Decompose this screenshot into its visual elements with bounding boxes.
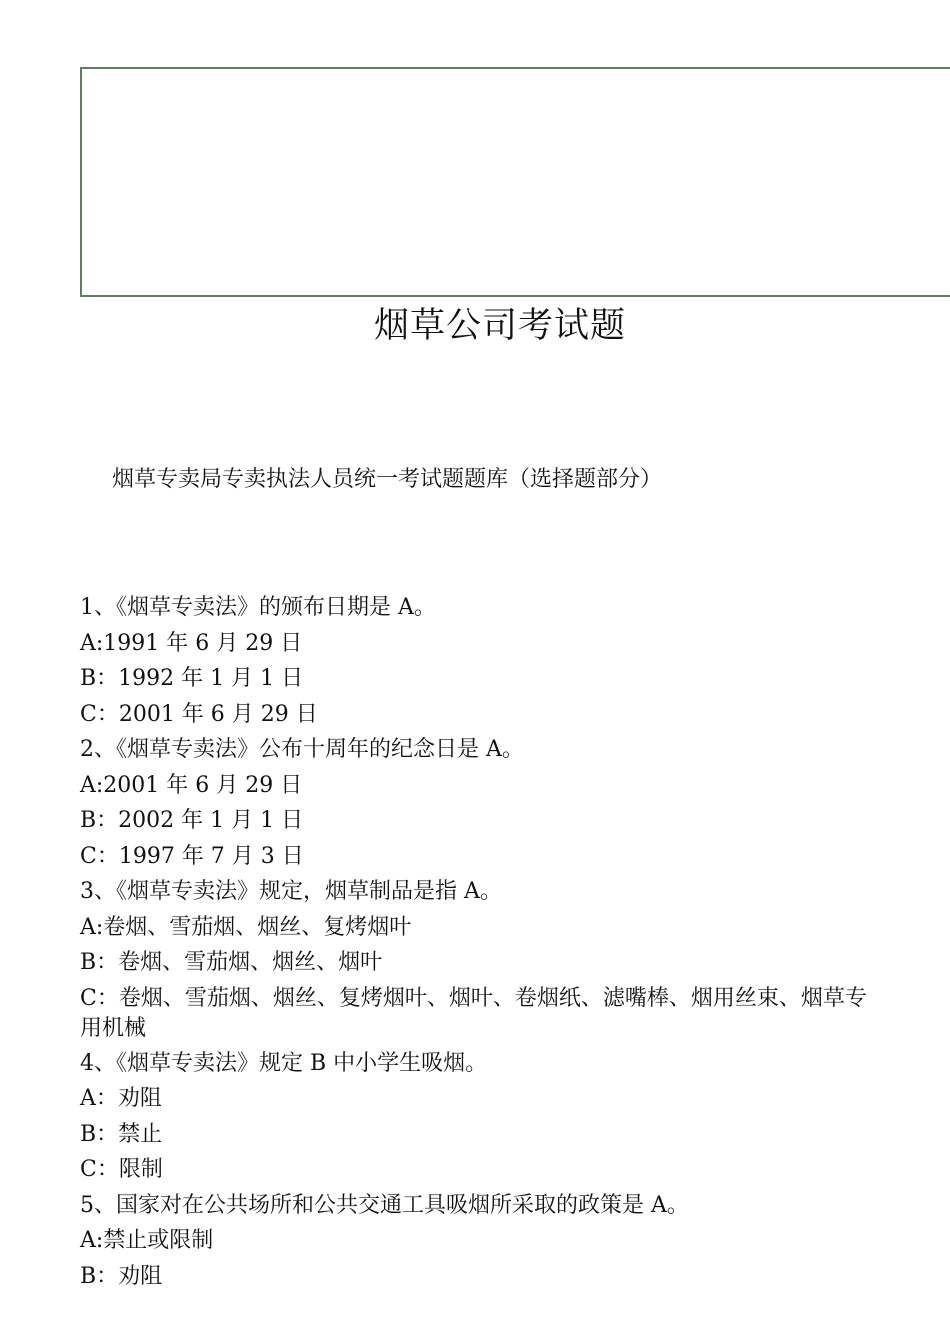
question-list: [80, 590, 880, 1294]
question-1-option-c: C：2001 年 6 月 29 日: [80, 701, 318, 727]
question-1-stem: 1、《烟草专卖法》的颁布日期是 A。: [80, 595, 436, 620]
question-5-option-b: B：劝阻: [80, 1263, 163, 1289]
question-2-stem: 2、《烟草专卖法》公布十周年的纪念日是 A。: [80, 737, 524, 762]
question-2-option-c: C：1997 年 7 月 3 日: [80, 843, 304, 869]
question-4-option-a: A：劝阻: [80, 1086, 162, 1111]
question-3-option-c: C：卷烟、雪茄烟、烟丝、复烤烟叶、烟叶、卷烟纸、滤嘴棒、烟用丝束、烟草专用机械: [80, 985, 867, 1041]
question-2-option-a: A:2001 年 6 月 29 日: [80, 772, 303, 798]
question-3-option-b: B：卷烟、雪茄烟、烟丝、烟叶: [80, 950, 383, 975]
question-5-option-a: A:禁止或限制: [80, 1228, 214, 1253]
document-subtitle: 烟草专卖局专卖执法人员统一考试题题库（选择题部分）: [112, 467, 663, 492]
header-frame: [80, 67, 950, 297]
question-1-option-a: A:1991 年 6 月 29 日: [80, 630, 303, 656]
question-4-option-c: C：限制: [80, 1157, 163, 1182]
question-1-option-b: B：1992 年 1 月 1 日: [80, 666, 304, 691]
question-5-stem: 5、国家对在公共场所和公共交通工具吸烟所采取的政策是 A。: [80, 1192, 689, 1218]
question-4-option-b: B：禁止: [80, 1121, 163, 1147]
question-2-option-b: B：2002 年 1 月 1 日: [80, 808, 304, 833]
question-3-option-a: A:卷烟、雪茄烟、烟丝、复烤烟叶: [80, 914, 412, 940]
question-3-stem: 3、《烟草专卖法》规定，烟草制品是指 A。: [80, 879, 502, 904]
document-title: 烟草公司考试题: [373, 306, 626, 346]
question-4-stem: 4、《烟草专卖法》规定 B 中小学生吸烟。: [80, 1050, 488, 1076]
